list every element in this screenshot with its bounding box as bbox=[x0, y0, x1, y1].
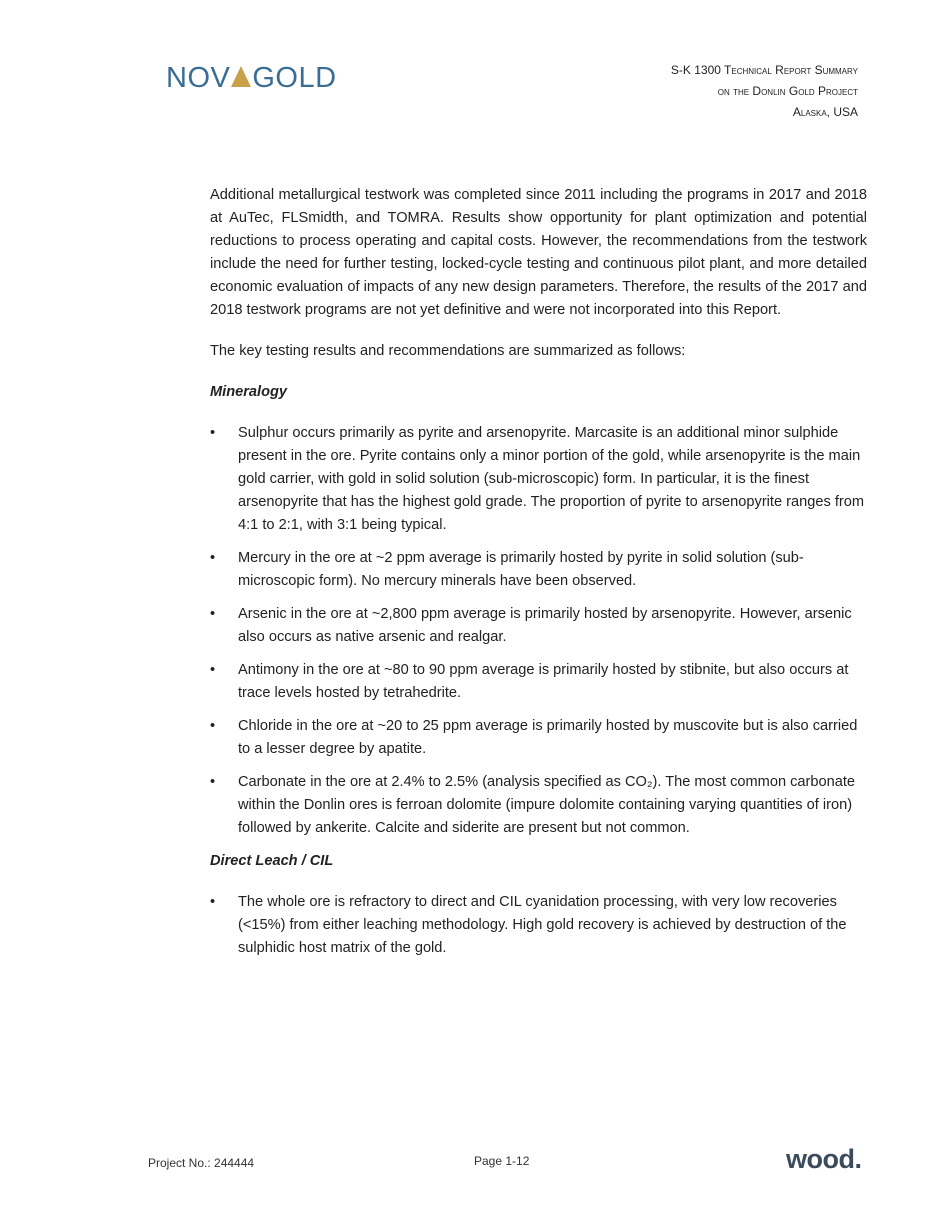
list-item: • Arsenic in the ore at ~2,800 ppm average is primarily hosted by arsenopyrite. However, arsenic also occurs as native arsenic and realgar. bbox=[210, 603, 867, 649]
logo-triangle-icon bbox=[231, 66, 251, 87]
bullet-icon: • bbox=[210, 425, 216, 441]
list-item: • Sulphur occurs primarily as pyrite and arsenopyrite. Marcasite is an additional minor sulphide present in the ore. Pyrite contains only a minor portion of the gold, while arsenopyrite is the main gold carrier, with gold in solid solution (sub-microscopic) form. In particular, it is the finest arsenopyrite that has the highest gold grade. The proportion of pyrite to arsenopyrite ranges from 4:1 to 2:1, with 3:1 being typical. bbox=[210, 422, 867, 537]
bullet-icon: • bbox=[210, 606, 216, 622]
wood-logo: wood. bbox=[786, 1144, 862, 1174]
list-item: • Mercury in the ore at ~2 ppm average is primarily hosted by pyrite in solid solution (sub-microscopic form). No mercury minerals have been observed. bbox=[210, 547, 867, 593]
header-line-3: Alaska, USA bbox=[792, 105, 858, 119]
novagold-logo: NOV GOLD bbox=[166, 62, 337, 94]
header-line-2: on the Donlin Gold Project bbox=[717, 84, 858, 98]
list-item: • Antimony in the ore at ~80 to 90 ppm average is primarily hosted by stibnite, but also occurs at trace levels hosted by tetrahedrite. bbox=[210, 659, 867, 705]
mineralogy-list bbox=[210, 422, 867, 840]
bullet-icon: • bbox=[210, 662, 216, 678]
list-item: • The whole ore is refractory to direct and CIL cyanidation processing, with very low recoveries (<15%) from either leaching methodology. High gold recovery is achieved by destruction of the sulphidic host matrix of the gold. bbox=[210, 891, 867, 960]
bullet-icon: • bbox=[210, 550, 216, 566]
section-heading-direct-leach: Direct Leach / CIL bbox=[210, 853, 334, 869]
report-header bbox=[671, 60, 858, 123]
header-line-1: S-K 1300 Technical Report Summary bbox=[670, 63, 858, 77]
summary-line: The key testing results and recommendations are summarized as follows: bbox=[210, 343, 686, 359]
direct-leach-list bbox=[210, 891, 867, 960]
list-item: • Chloride in the ore at ~20 to 25 ppm average is primarily hosted by muscovite but is also carried to a lesser degree by apatite. bbox=[210, 715, 867, 761]
list-item: • Carbonate in the ore at 2.4% to 2.5% (analysis specified as CO₂). The most common carbonate within the Donlin ores is ferroan dolomite (impure dolomite containing varying quantities of iron) followed by ankerite. Calcite and siderite are present but not common. bbox=[210, 771, 867, 840]
document-body bbox=[210, 184, 867, 970]
bullet-icon: • bbox=[210, 894, 216, 910]
intro-paragraph: Additional metallurgical testwork was completed since 2011 including the programs in 2017 and 2018 at AuTec, FLSmidth, and TOMRA. Results show opportunity for plant optimization and potential reductions to process operating and capital costs. However, the recommendations from the testwork include the need for further testing, locked-cycle testing and continuous pilot plant, and more detailed economic evaluation of impacts of any new design parameters. Therefore, the results of the 2017 and 2018 testwork programs are not yet definitive and were not incorporated into this Report. bbox=[210, 187, 867, 318]
section-heading-mineralogy: Mineralogy bbox=[210, 384, 288, 400]
bullet-icon: • bbox=[210, 718, 216, 734]
bullet-icon: • bbox=[210, 774, 216, 790]
page-number: Page 1-12 bbox=[474, 1154, 530, 1168]
project-number: Project No.: 244444 bbox=[148, 1156, 255, 1170]
